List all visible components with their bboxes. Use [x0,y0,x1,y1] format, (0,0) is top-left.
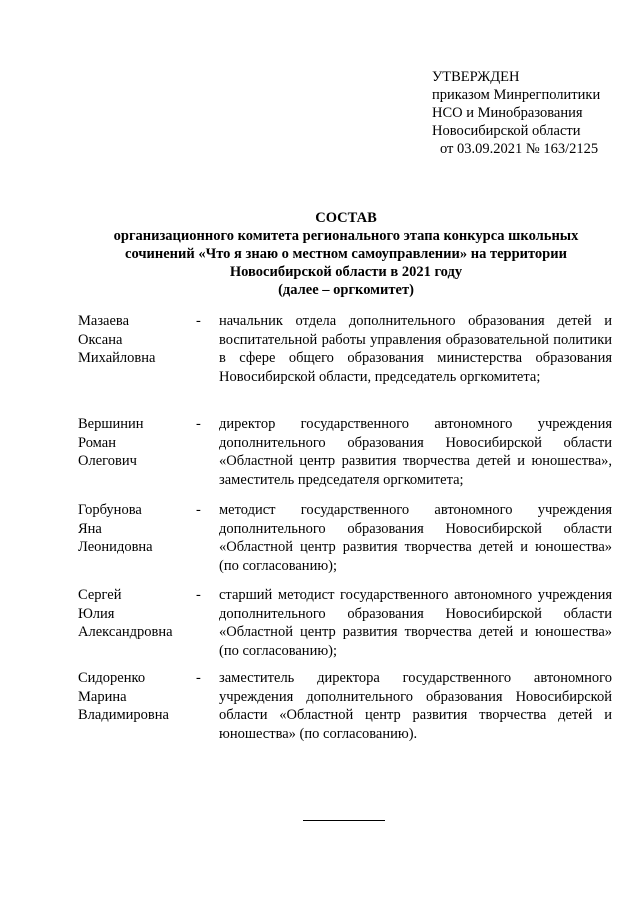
member-first-name: Яна [78,520,102,537]
member-dash: - [196,502,201,518]
member-first-name: Роман [78,434,116,451]
title-line: (далее – оргкомитет) [278,282,414,298]
member-patronymic: Олегович [78,453,137,469]
title-line: организационного комитета регионального этапа конкурса школьных [113,228,579,244]
member-patronymic: Михайловна [78,350,156,366]
title-heading: СОСТАВ [315,210,377,226]
member-first-name: Оксана [78,331,123,348]
title-line: Новосибирской области в 2021 году [229,264,463,280]
approval-date-line: от 03.09.2021 № 163/2125 [440,141,599,157]
member-role: методист государственного автономного учреждения дополнительного образования Новосибирской области «Областной центр развития творчества детей и юношества» (по согласованию); [219,502,612,574]
member-name [78,501,193,557]
member-name [78,415,193,471]
member-dash: - [196,670,201,686]
member-role: старший методист государственного автономного учреждения дополнительного образования Новосибирской области «Областной центр развития творчества детей и юношества» (по согласованию); [219,587,612,659]
member-role: заместитель директора государственного автономного учреждения дополнительного образования Новосибирской области «Областной центр развития творчества детей и юношества» (по согласованию). [219,670,612,742]
title-line: сочинений «Что я знаю о местном самоуправлении» на территории [125,246,567,262]
approval-line: Новосибирской области [432,123,581,139]
member-role: директор государственного автономного учреждения дополнительного образования Новосибирской области «Областной центр развития творчества детей и юношества», заместитель председателя оргкомитета; [219,416,612,488]
member-name [78,586,193,642]
member-name [78,312,193,368]
member-surname: Мазаева [78,313,130,329]
member-first-name: Юлия [78,605,115,622]
member-surname: Горбунова [78,502,142,518]
member-first-name: Марина [78,688,127,705]
approval-line: НСО и Минобразования [432,105,583,121]
member-surname: Вершинин [78,416,144,432]
document-title [96,209,596,299]
member-surname: Сидоренко [78,670,146,686]
member-surname: Сергей [78,587,122,603]
member-patronymic: Леонидовна [78,539,153,555]
member-patronymic: Владимировна [78,707,169,723]
member-patronymic: Александровна [78,624,173,640]
approval-line: приказом Минрегполитики [432,87,601,103]
member-dash: - [196,313,201,329]
member-role: начальник отдела дополнительного образования детей и воспитательной работы управления образовательной политики в сфере общего образования министерства образования Новосибирской области, председатель оргкомитета; [219,313,612,385]
approval-heading: УТВЕРЖДЕН [432,69,520,85]
end-of-document-rule [303,820,385,821]
approval-stamp [432,68,600,158]
member-dash: - [196,416,201,432]
member-dash: - [196,587,201,603]
member-name [78,669,193,725]
